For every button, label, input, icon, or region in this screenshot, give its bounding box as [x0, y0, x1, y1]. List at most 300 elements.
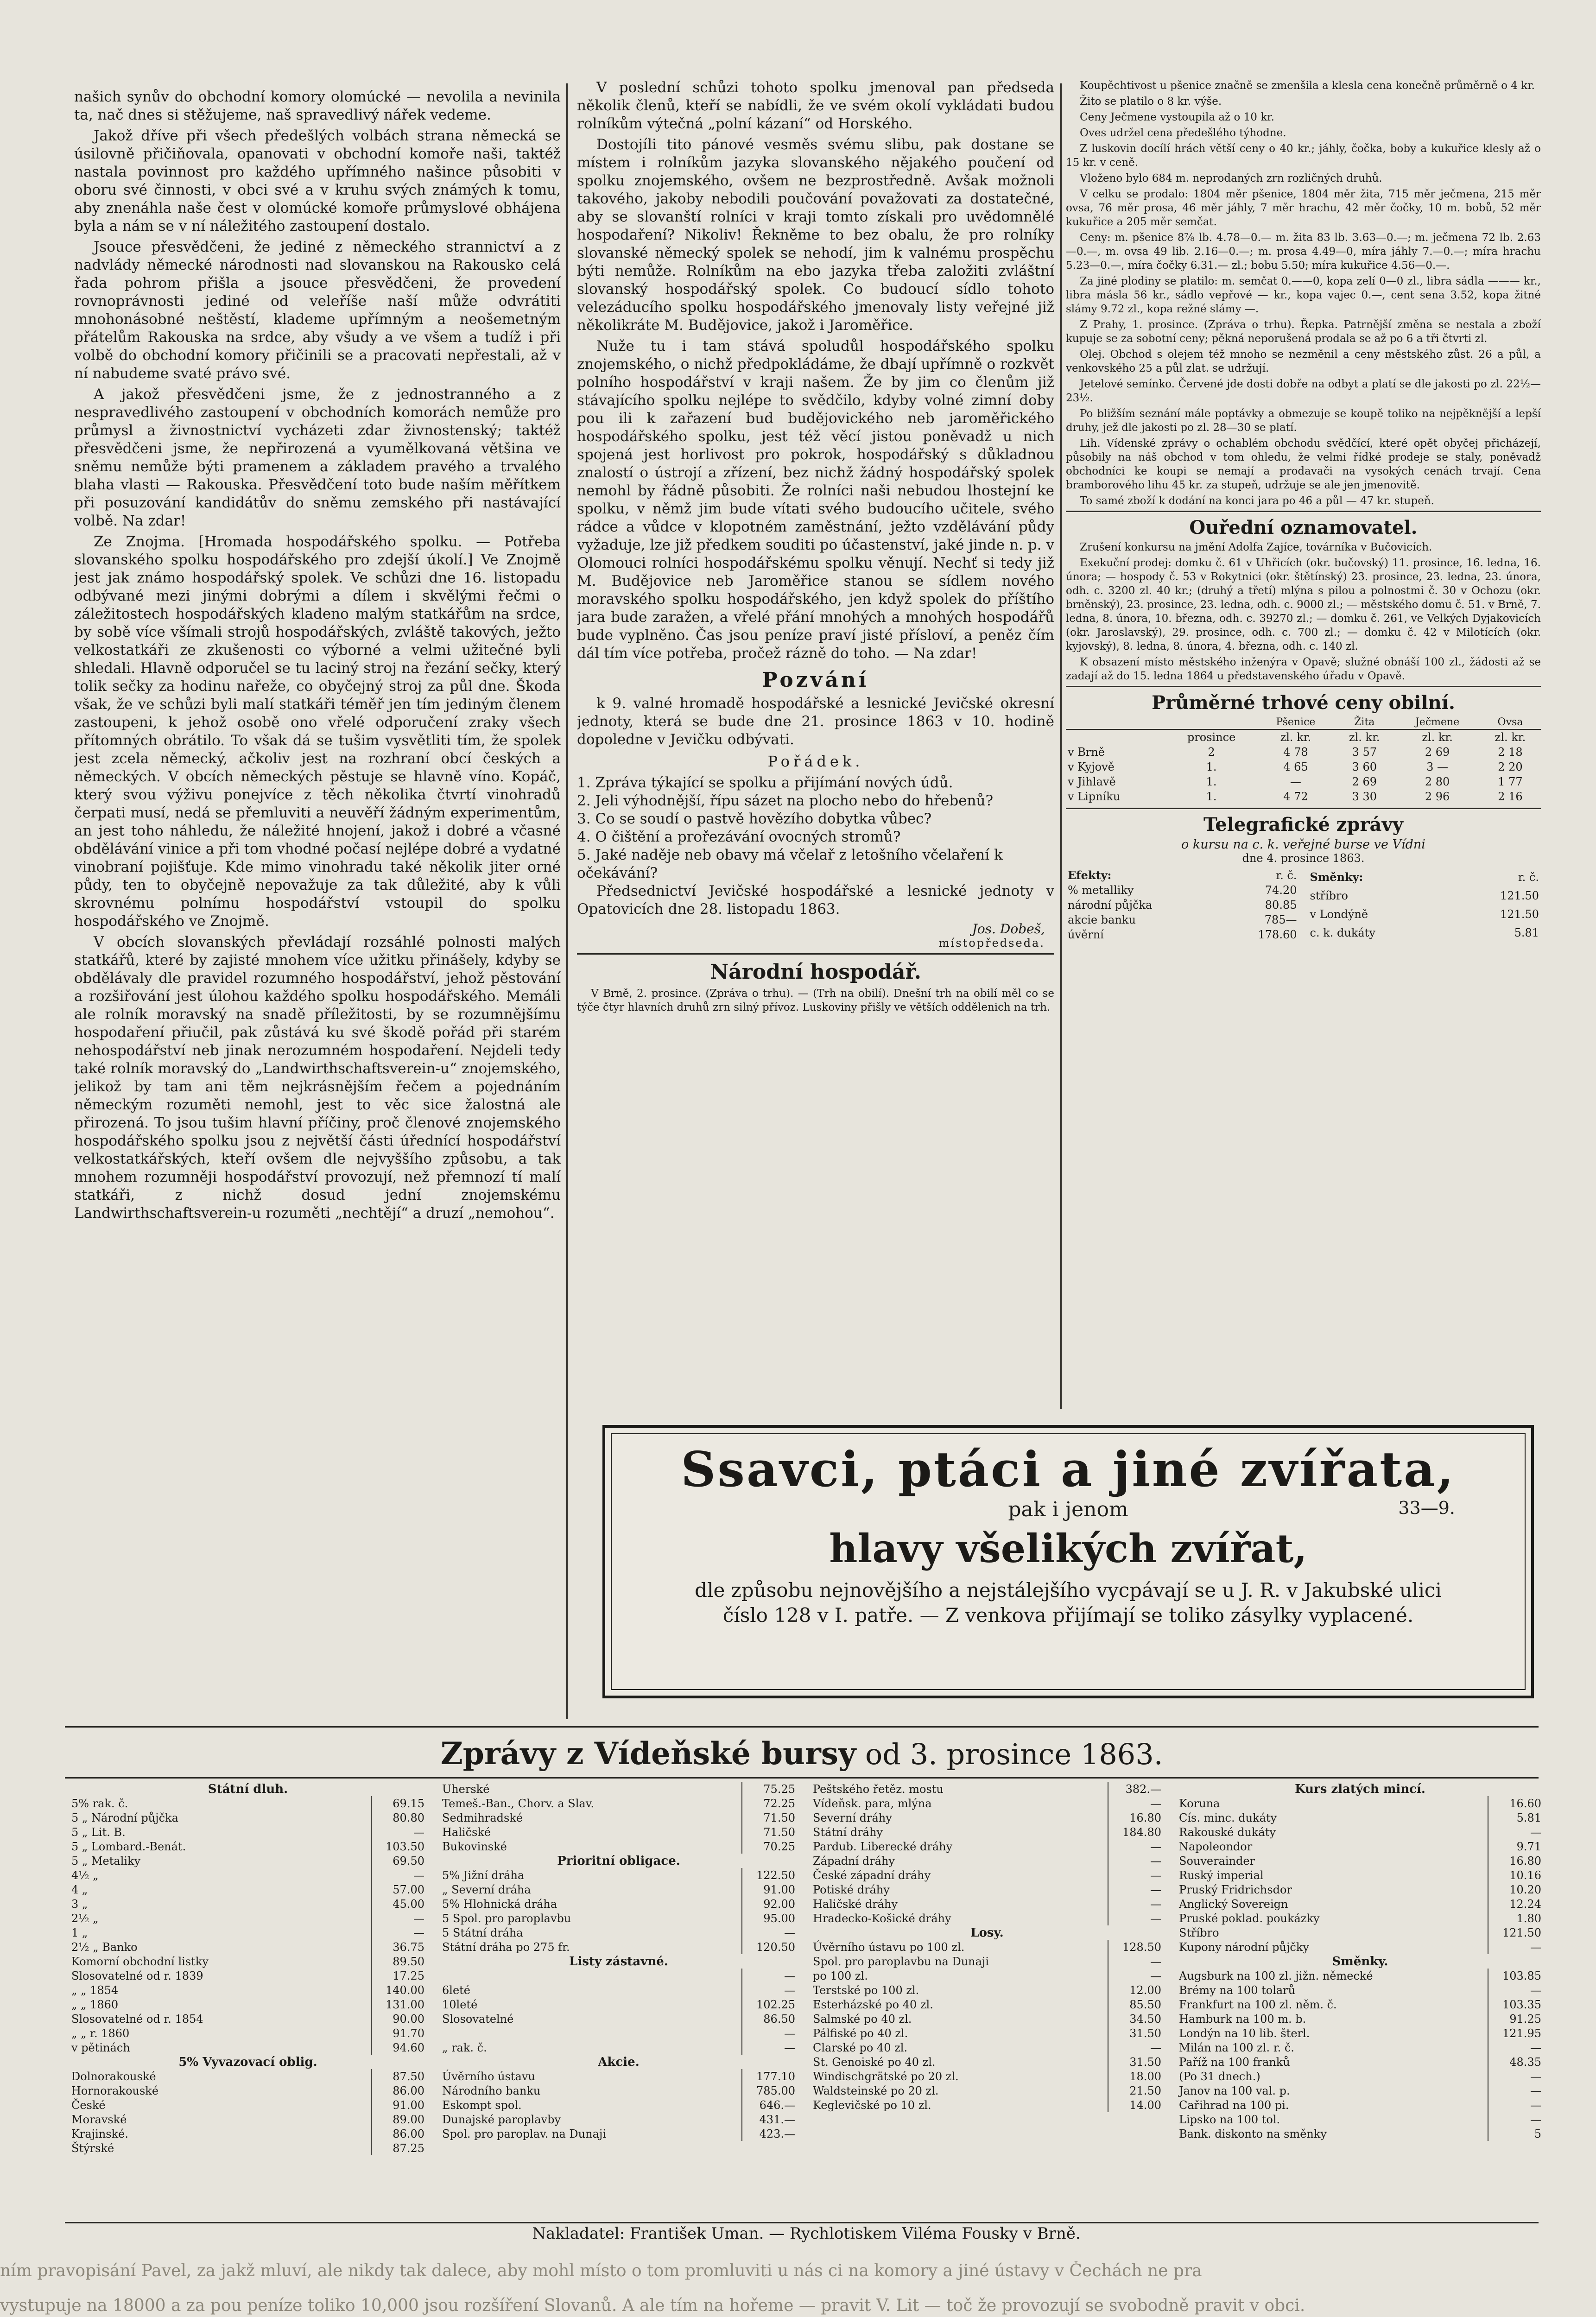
bursa-value: 94.60 — [371, 2040, 426, 2055]
table-cell: 1. — [1206, 775, 1217, 788]
section-rule — [1066, 686, 1541, 687]
table-cell: 3 60 — [1352, 760, 1377, 773]
pozvani-closing: Předsednictví Jevičské hospodářské a lesnické jednoty v Opatovicích dne 28. listopadu 1863. — [577, 883, 1054, 918]
bursa-row — [440, 1796, 797, 1811]
bursa-value: 89.50 — [371, 1954, 426, 1969]
bursa-row — [1177, 1839, 1543, 1854]
effects-table — [1066, 867, 1299, 942]
bursa-value: 91.00 — [742, 1882, 797, 1897]
bursa-row — [70, 2012, 426, 2026]
bursa-value: 121.95 — [1488, 2026, 1543, 2040]
bursa-label: Anglický Sovereign — [1179, 1897, 1288, 1911]
market-paragraph: Lih. Vídenské zprávy o ochablém obchodu svědčící, které opět obyčej přicházejí, působily na náš obchod v tom ohledu, že velmi řídké prodeje se staly, poněvadž obchodníci ke koupi se nemají a prodavači na vysokých cenách trvají. Cena bramborového lihu 45 kr. za stupeň, udržuje se ale jen jmenovitě. — [1066, 437, 1541, 491]
bursa-label: „ „ 1860 — [71, 1998, 119, 2011]
market-paragraph: Ceny Ječmene vystoupila až o 10 kr. — [1080, 111, 1274, 123]
bursa-label: Brémy na 100 tolarů — [1179, 1983, 1296, 1997]
bursa-value: 90.00 — [371, 2012, 426, 2026]
bursa-value: 12.00 — [1108, 1983, 1163, 1997]
bursa-row — [1177, 1825, 1543, 1839]
bursa-label: Severní dráhy — [813, 1811, 892, 1824]
bursa-tables — [70, 1782, 1543, 2222]
table-cell: 2 69 — [1352, 775, 1377, 788]
bursa-value: 10.16 — [1488, 1868, 1543, 1882]
bursa-row — [1177, 1854, 1543, 1868]
advertisement — [602, 1425, 1534, 1698]
section-rule — [1066, 808, 1541, 809]
bursa-value: 31.50 — [1108, 2026, 1163, 2040]
telegraph-subtitle: o kursu na c. k. veřejné burse ve Vídni — [1181, 837, 1425, 852]
table-cell: v Lipníku — [1068, 790, 1121, 803]
bursa-value: 646.— — [742, 2098, 797, 2112]
bursa-row — [1177, 1925, 1543, 1940]
exchange-unit: r. č. — [1518, 870, 1539, 884]
bursa-value: 87.25 — [371, 2141, 426, 2155]
ad-emphasis: hlavy všelikých zvířat, — [829, 1526, 1307, 1571]
bursa-row — [440, 1925, 797, 1940]
table-row — [1066, 789, 1541, 804]
bursa-label: Štýrské — [71, 2141, 114, 2155]
bursa-row — [811, 1825, 1163, 1839]
bursa-value: 72.25 — [742, 1796, 797, 1811]
bursa-label: 10leté — [442, 1998, 478, 2011]
market-paragraph: Žito se platilo o 8 kr. výše. — [1080, 95, 1222, 108]
bursa-value: — — [1108, 1839, 1163, 1854]
bursa-value: 18.00 — [1108, 2069, 1163, 2083]
bursa-label: (Po 31 dnech.) — [1179, 2070, 1260, 2083]
table-row — [1308, 924, 1541, 942]
bursa-row — [70, 1854, 426, 1868]
market-paragraph: Vloženo bylo 684 m. neprodaných zrn rozličných druhů. — [1080, 172, 1382, 184]
bursa-value: 86.00 — [371, 2083, 426, 2098]
bursa-value: 16.60 — [1488, 1796, 1543, 1811]
bursa-row — [70, 1983, 426, 1997]
bursa-value: 31.50 — [1108, 2055, 1163, 2069]
column-header: Ovsa — [1480, 715, 1541, 729]
bursa-column-2 — [440, 1782, 797, 2222]
bursa-value: — — [1488, 2098, 1543, 2112]
bursa-table — [70, 1782, 426, 2155]
bursa-label: Slosovatelné — [442, 2012, 514, 2026]
table-cell: v Kyjově — [1068, 760, 1115, 773]
bursa-label: Hornorakouské — [71, 2084, 159, 2097]
table-row — [1066, 927, 1299, 942]
ad-line — [612, 1498, 1525, 1524]
paragraph: V poslední schůzi tohoto spolku jmenoval pan předseda několik členů, kteří se nabídli, že ve svém okolí vykládati budou rolníkům výtečná „polní kázaní“ od Horského. — [577, 79, 1054, 132]
column-subheader: zl. kr. — [1280, 731, 1311, 744]
table-cell: 4 78 — [1283, 746, 1308, 759]
bursa-value: 70.25 — [742, 1839, 797, 1854]
bursa-column-4 — [1177, 1782, 1543, 2222]
bursa-title — [65, 1735, 1539, 1772]
bursa-row — [440, 1969, 797, 1983]
bursa-row — [440, 1825, 797, 1839]
bursa-value: 5.81 — [1488, 1811, 1543, 1825]
table-cell: 785— — [1264, 913, 1297, 926]
bursa-value: 21.50 — [1108, 2083, 1163, 2098]
bursa-value: 423.— — [742, 2127, 797, 2141]
bursa-value: — — [1488, 2112, 1543, 2127]
bursa-value: — — [1488, 1940, 1543, 1954]
bursa-label: Slosovatelné od r. 1839 — [71, 1969, 203, 1982]
bursa-label: Stříbro — [1179, 1926, 1219, 1939]
bleed-through-text: vystupuje na 18000 a za pou peníze toliko 10,000 jsou rozšíření Slovanů. A ale tím na hořeme — pravit V. Lit — toč že provozují se svobodně pravit v obci. — [0, 2296, 1305, 2315]
bursa-label: v pětinách — [71, 2041, 130, 2054]
bursa-label: 3 „ — [71, 1897, 88, 1911]
bursa-label: Úvěrního ústavu — [442, 2070, 535, 2083]
section-rule — [1066, 511, 1541, 512]
bursa-value: 122.50 — [742, 1868, 797, 1882]
bursa-label: „ Severní dráha — [442, 1883, 531, 1896]
bursa-label: „ „ r. 1860 — [71, 2026, 130, 2040]
bursa-label: Cís. minc. dukáty — [1179, 1811, 1277, 1824]
bursa-label: Státní dráhy — [813, 1825, 883, 1839]
bursa-row — [70, 1969, 426, 1983]
bursa-row — [811, 1925, 1163, 1940]
bursa-row — [811, 1969, 1163, 1983]
prices-table — [1066, 715, 1541, 804]
bursa-value: 9.71 — [1488, 1839, 1543, 1854]
bursa-row — [811, 1997, 1163, 2012]
telegraph-tables — [1066, 867, 1541, 942]
table-cell: 74.20 — [1265, 884, 1297, 897]
bursa-table — [811, 1782, 1163, 2112]
table-cell: 3 — — [1426, 760, 1449, 773]
bursa-value: 36.75 — [371, 1940, 426, 1954]
table-cell: 2 80 — [1425, 775, 1450, 788]
table-row — [1066, 898, 1299, 912]
table-row — [1066, 745, 1541, 760]
bursa-value: — — [371, 1911, 426, 1925]
bursa-row — [1177, 2069, 1543, 2083]
bursa-value: — — [1108, 1868, 1163, 1882]
bursa-row — [811, 1983, 1163, 1997]
bursa-label: Pruské poklad. poukázky — [1179, 1912, 1320, 1925]
bursa-value: — — [742, 1969, 797, 1983]
market-paragraph: Koupěchtivost u pšenice značně se zmenšila a klesla cena konečně průměrně o 4 kr. — [1080, 80, 1535, 92]
ad-line: číslo 128 v I. patře. — Z venkova přijímají se toliko zásylky vyplacené. — [722, 1604, 1414, 1627]
bursa-row — [811, 2026, 1163, 2040]
bursa-label: Vídeňsk. para, mlýna — [813, 1797, 932, 1810]
bursa-value: 85.50 — [1108, 1997, 1163, 2012]
bursa-value: — — [1488, 1983, 1543, 1997]
bursa-row — [811, 1796, 1163, 1811]
bursa-table — [440, 1782, 797, 2141]
bursa-value: 34.50 — [1108, 2012, 1163, 2026]
bursa-value: 91.00 — [371, 2098, 426, 2112]
bursa-value: 48.35 — [1488, 2055, 1543, 2069]
bursa-row — [1177, 1882, 1543, 1897]
bursa-label: Cařihrad na 100 pi. — [1179, 2098, 1289, 2112]
bursa-label: Pruský Fridrichsdor — [1179, 1883, 1292, 1896]
bursa-value: 128.50 — [1108, 1940, 1163, 1954]
bursa-row — [70, 2069, 426, 2083]
bursa-label — [440, 1969, 742, 1983]
bursa-value: 10.20 — [1488, 1882, 1543, 1897]
column-header — [1066, 715, 1165, 729]
narodni-title: Národní hospodář. — [709, 960, 921, 984]
bursa-row — [70, 2141, 426, 2155]
ad-line: dle způsobu nejnovějšího a nejstálejšího vycpávají se u J. R. v Jakubské ulici — [695, 1579, 1442, 1602]
section-rule — [65, 1726, 1539, 1728]
paragraph: A jakož přesvědčeni jsme, že z jednostranného a z nespravedlivého zastoupení v obchodních komorách nemůže pro průmysl a živnostnictví vycházeti zdar živnostenský; taktéž přesvědčeni jsme, že nepřirozená a vyumělkovaná většina ve sněmu nemůže býti pramenem a základem pravého a trvalého blaha vlasti — Rakouska. Přesvědčení toto bude naším měřítkem při posuzování kandidátův do sněmu zemského při nastávající volbě. Na zdar! — [74, 386, 561, 529]
bursa-label: Keglevičské po 10 zl. — [813, 2098, 931, 2112]
market-paragraph: Ceny: m. pšenice 8⅞ lb. 4.78—0.— m. žita 83 lb. 3.63—0.—; m. ječmena 72 lb. 2.63—0.—, m. ovsa 49 lib. 2.16—0.—; m. prosa 4.49—0, míra jáhly 7.—0.—; míra hrachu 5.23—0.—, míra čočky 6.31.— zl.; bobu 5.50; míra kukuřice 4.56—0.—. — [1066, 232, 1541, 272]
exchange-head: Směnky: — [1310, 870, 1363, 884]
bursa-label: Kupony národní půjčky — [1179, 1940, 1309, 1954]
bursa-label: Státní dráha po 275 fr. — [442, 1940, 570, 1954]
bursa-label: Uherské — [442, 1782, 490, 1796]
bursa-row — [811, 2083, 1163, 2098]
bursa-value: 102.25 — [742, 1997, 797, 2012]
bursa-label: Paříž na 100 franků — [1179, 2055, 1290, 2069]
bursa-row — [440, 1854, 797, 1868]
bursa-value: — — [1108, 1954, 1163, 1969]
bursa-value: — — [1108, 1897, 1163, 1911]
table-cell: c. k. dukáty — [1310, 926, 1375, 940]
market-paragraph: Jetelové semínko. Červené jde dosti dobře na odbyt a platí se dle jakosti po zl. 22½—23½. — [1066, 378, 1541, 404]
column-subheader: prosince — [1187, 731, 1236, 744]
advertisement-frame — [611, 1433, 1526, 1690]
column-header — [1165, 715, 1258, 729]
table-cell: 2 20 — [1498, 760, 1523, 773]
signature: Jos. Dobeš, — [972, 921, 1045, 937]
bursa-label: Spol. pro paroplavbu na Dunaji — [813, 1955, 989, 1968]
bursa-row — [70, 1925, 426, 1940]
bursa-row — [1177, 2055, 1543, 2069]
bursa-label: Ruský imperial — [1179, 1868, 1264, 1882]
table-cell: 1 77 — [1498, 775, 1523, 788]
table-cell: v Jihlavě — [1068, 775, 1116, 788]
bursa-heading: Losy. — [970, 1925, 1004, 1940]
column-subheader: zl. kr. — [1422, 731, 1453, 744]
bursa-row — [440, 1997, 797, 2012]
bursa-row — [811, 1954, 1163, 1969]
bursa-row — [70, 2127, 426, 2141]
bursa-value: 140.00 — [371, 1983, 426, 1997]
bursa-row — [1177, 2098, 1543, 2112]
bursa-heading: Směnky. — [1332, 1954, 1388, 1969]
table-cell: akcie banku — [1068, 913, 1136, 926]
effects-head: Efekty: — [1068, 868, 1112, 882]
bursa-value: 86.50 — [742, 2012, 797, 2026]
bursa-label: Hamburk na 100 m. b. — [1179, 2012, 1306, 2026]
column-1 — [74, 88, 561, 1738]
bursa-value: 89.00 — [371, 2112, 426, 2127]
table-row — [1066, 760, 1541, 774]
prices-title: Průměrné trhové ceny obilní. — [1152, 692, 1455, 714]
bursa-value: 177.10 — [742, 2069, 797, 2083]
bursa-label: 2½ „ — [71, 1912, 99, 1925]
column-subheader: zl. kr. — [1349, 731, 1380, 744]
bursa-row — [1177, 1940, 1543, 1954]
bursa-label: 5 „ Lombard.-Benát. — [71, 1840, 186, 1853]
bursa-row — [440, 2055, 797, 2069]
bursa-heading: 5% Vyvazovací oblig. — [178, 2055, 317, 2069]
bursa-row — [1177, 2040, 1543, 2055]
table-header-row — [1066, 715, 1541, 729]
bursa-row — [70, 2055, 426, 2069]
signature-role: místopředseda. — [938, 937, 1045, 950]
bursa-label: Národního banku — [442, 2084, 541, 2097]
paragraph: Nuže tu i tam stává spoludůl hospodářského spolku znojemského, o nichž předpokládáme, že dbají upřímně o rozkvět polního hospodářství v kraji našem. Že by jim co členům již stávajícího spolku nejlépe to svědčilo, kdyby volné zimní doby pou ili k zařazení bud budějovického neb jaroměřického hospodářského spolku, jest též věcí jistou poněvadž u nich spojená jest horlivost pro pokrok, hospodářský s důkladnou znalostí o ústrojí a zřízení, bez nichž žádný hospodářský spolek nemohl by řádně působiti. Že rolníci naši nebudou lhostejní ke spolku, v němž jim bude vítati svého budoucího učitele, svého rádce a vůdce v klopotném zaměstnání, ježto vzdělávání půdy vyžaduje, lze již předkem souditi po účastenství, jaké jinde n. p. v Olomouci rolníci hospodářskému spolku věnují. Nechť si tedy již M. Budějovice neb Jaroměřice stanou se sídlem nového moravského spolku hospodářského, jen když spolek do příštího jara bude zaražen, a vřelé přání mnohých a mnohých hospodářů bude vyplněno. Čas jsou peníze praví jisté přísloví, a peněz čím dál tím více potřeba, pročež rázně do toho. — Na zdar! — [577, 338, 1054, 662]
bursa-label: České západní dráhy — [813, 1868, 931, 1882]
bursa-label: 5% Hlohnická dráha — [442, 1897, 557, 1911]
bursa-label: Hradecko-Košické dráhy — [813, 1912, 951, 1925]
bursa-value: 120.50 — [742, 1940, 797, 1954]
bursa-value: 69.15 — [371, 1796, 426, 1811]
paragraph: Dostojíli tito pánové vesměs svému slibu, pak dostane se místem i rolníkům jazyka slovanského nějakého poučení od spolku znojemského, ovšem ne bezprostředně. Avšak možnoli takového, jakoby nebodili poučování považovati za dostatečné, aby se slovanští rolníci v kraji tomto získali pro uvědomnělé hospodaření? Nikoliv! Řekněme to bez obalu, že pro rolníky slovanské německý spolek se nehodí, jim k valnému prospěchu býti nemůže. Rolníkům na ebo jazyka třeba založiti zvláštní slovanský hospodářský spolek. Co budoucí sídlo tohoto velezáducího spolku hospodářského jmenovaly listy veřejné již několikráte M. Budějovice, jakož i Jaroměřice. — [577, 136, 1054, 334]
bursa-label: „ „ 1854 — [71, 1983, 119, 1997]
bursa-row — [70, 1897, 426, 1911]
bursa-value: — — [742, 2026, 797, 2040]
table-cell: % metalliky — [1068, 884, 1134, 897]
bursa-label: České — [71, 2098, 106, 2112]
bursa-row — [70, 2040, 426, 2055]
market-paragraph: To samé zboží k dodání na konci jara po 46 a půl — 47 kr. stupeň. — [1080, 495, 1434, 507]
column-2 — [577, 79, 1054, 1432]
table-cell: 4 72 — [1283, 790, 1308, 803]
bursa-heading: Listy zástavné. — [569, 1954, 668, 1969]
bursa-row — [440, 2026, 797, 2040]
bursa-label: 5 Spol. pro paroplavbu — [442, 1912, 571, 1925]
table-cell: 2 — [1208, 746, 1215, 759]
bursa-label: po 100 zl. — [813, 1969, 868, 1982]
table-cell: 3 30 — [1352, 790, 1377, 803]
bursa-row — [440, 2069, 797, 2083]
bursa-row — [811, 2040, 1163, 2055]
table-cell: 3 57 — [1352, 746, 1377, 759]
bursa-value: 103.35 — [1488, 1997, 1543, 2012]
bursa-row — [70, 1911, 426, 1925]
bursa-label: 5 „ Lit. B. — [71, 1825, 126, 1839]
bursa-row — [70, 2026, 426, 2040]
table-cell: 1. — [1206, 760, 1217, 773]
bursa-heading: Státní dluh. — [208, 1782, 288, 1796]
bursa-label: Frankfurt na 100 zl. něm. č. — [1179, 1998, 1337, 2011]
bursa-value: 103.50 — [371, 1839, 426, 1854]
table-row — [1308, 886, 1541, 905]
bursa-value: 5 — [1488, 2127, 1543, 2141]
bursa-label: Pálfiské po 40 zl. — [813, 2026, 908, 2040]
bursa-label: Londýn na 10 lib. šterl. — [1179, 2026, 1310, 2040]
bursa-label: „ rak. č. — [442, 2041, 487, 2054]
bursa-label: Krajinské. — [71, 2127, 128, 2140]
bursa-row — [1177, 1997, 1543, 2012]
table-row — [1066, 912, 1299, 927]
table-cell: v Brně — [1068, 746, 1105, 759]
bursa-label: Eskompt spol. — [442, 2098, 522, 2112]
program-title: Pořádek. — [767, 753, 864, 770]
bursa-value: 57.00 — [371, 1882, 426, 1897]
bursa-row — [811, 1882, 1163, 1897]
bursa-row — [1177, 2112, 1543, 2127]
bursa-label: Sedmihradské — [442, 1811, 523, 1824]
bursa-value: 71.50 — [742, 1811, 797, 1825]
bursa-value: 131.00 — [371, 1997, 426, 2012]
column-header: Pšenice — [1258, 715, 1334, 729]
bursa-row — [70, 1882, 426, 1897]
bursa-row — [440, 2098, 797, 2112]
bursa-row — [811, 1839, 1163, 1854]
paragraph: našich synův do obchodní komory olomúcké — nevolila a nevinila ta, nač dnes si stěžujeme, naš spravedlivý nářek vedeme. — [74, 89, 561, 123]
bursa-value: 92.00 — [742, 1897, 797, 1911]
bursa-label: Bank. diskonto na směnky — [1179, 2127, 1327, 2140]
bursa-label: Clarské po 40 zl. — [813, 2041, 908, 2054]
market-paragraph: Olej. Obchod s olejem též mnoho se nezměnil a ceny městského zůst. 26 a půl, a venkovského 25 a půl zlat. se udržují. — [1066, 348, 1541, 374]
market-paragraph: Z luskovin docílí hrách větší ceny o 40 kr.; jáhly, čočka, boby a kukuřice klesly až o 15 kr. v ceně. — [1066, 143, 1541, 169]
bursa-label: Souverainder — [1179, 1854, 1255, 1868]
bursa-row — [70, 1796, 426, 1811]
table-cell: 80.85 — [1265, 899, 1297, 912]
bursa-label: Rakouské dukáty — [1179, 1825, 1276, 1839]
bursa-row — [70, 1825, 426, 1839]
bursa-label: Pardub. Liberecké dráhy — [813, 1840, 953, 1853]
ad-subline: pak i jenom — [1008, 1498, 1128, 1521]
exchange-table — [1308, 867, 1541, 942]
bursa-row — [1177, 2026, 1543, 2040]
bursa-label: Dolnorakouské — [71, 2070, 156, 2083]
column-3 — [1066, 79, 1541, 1413]
bursa-label: Salmské po 40 zl. — [813, 2012, 912, 2026]
bursa-value: — — [1108, 2040, 1163, 2055]
bursa-label: Spol. pro paroplav. na Dunaji — [442, 2127, 606, 2140]
bursa-label: 5% rak. č. — [71, 1797, 128, 1810]
column-subheader: zl. kr. — [1495, 731, 1526, 744]
bursa-row — [1177, 1911, 1543, 1925]
bursa-row — [70, 2083, 426, 2098]
bursa-label: Napoleondor — [1179, 1840, 1253, 1853]
bursa-row — [1177, 2012, 1543, 2026]
bursa-label: 5% Jižní dráha — [442, 1868, 525, 1882]
bursa-row — [70, 1997, 426, 2012]
bursa-value: 80.80 — [371, 1811, 426, 1825]
bursa-row — [70, 2098, 426, 2112]
bursa-row — [440, 1868, 797, 1882]
table-cell: 2 18 — [1498, 746, 1523, 759]
bursa-value: — — [1488, 2083, 1543, 2098]
bursa-row — [70, 2112, 426, 2127]
bursa-row — [811, 1897, 1163, 1911]
paragraph: Jsouce přesvědčeni, že jediné z německého strannictví a z nadvlády německé národnosti nad slovanskou na Rakousko celá řada pohrom přišla a jsouce přesvědčeni, že provedení rovnoprávnosti jediné od veleříše naší může odvrátiti mnohonásobné neštěstí, klademe upřímným a neošemetným přátelům Rakouska na srdce, aby všudy a ve všem a tudíž i při volbě do obchodní komory přičinili se a pracovati nepřestali, až v ní nabudeme svaté právo své. — [74, 239, 561, 382]
bursa-row — [1177, 1868, 1543, 1882]
bursa-row — [70, 1868, 426, 1882]
bursa-value: 14.00 — [1108, 2098, 1163, 2112]
bursa-table — [1177, 1782, 1543, 2141]
table-row — [1066, 774, 1541, 789]
bursa-label: St. Genoiské po 40 zl. — [813, 2055, 936, 2069]
bursa-row — [70, 1940, 426, 1954]
table-cell: 178.60 — [1258, 928, 1297, 941]
bursa-row — [1177, 1796, 1543, 1811]
bursa-value: 431.— — [742, 2112, 797, 2127]
bursa-value: — — [1108, 1854, 1163, 1868]
bursa-label: Moravské — [71, 2113, 127, 2126]
imprint: Nakladatel: František Uman. — Rychlotiskem Viléma Fousky v Brně. — [532, 2224, 1081, 2243]
bursa-value: 86.00 — [371, 2127, 426, 2141]
bursa-row — [1177, 1969, 1543, 1983]
bursa-value: — — [1488, 2040, 1543, 2055]
market-paragraph: Za jiné plodiny se platilo: m. semčat 0.——0, kopa zelí 0—0 zl., libra sádla ——— kr., libra másla 56 kr., sádlo vepřové — kr., kopa vajec 0.—, cent sena 3.52, kopa žitné slámy 9.72 zl., kopa režné slámy —. — [1066, 275, 1541, 315]
bursa-row — [70, 1811, 426, 1825]
bursa-label: Windischgrätské po 20 zl. — [813, 2070, 959, 2083]
bursa-label: Slosovatelné od r. 1854 — [71, 2012, 203, 2026]
bursa-value: 45.00 — [371, 1897, 426, 1911]
bursa-label: Waldsteinské po 20 zl. — [813, 2084, 939, 2097]
ad-code: 33—9. — [1398, 1498, 1455, 1518]
list-item: 4. O čištění a prořezávání ovocných stromů? — [577, 829, 901, 845]
bursa-row — [440, 1811, 797, 1825]
bursa-row — [811, 2069, 1163, 2083]
